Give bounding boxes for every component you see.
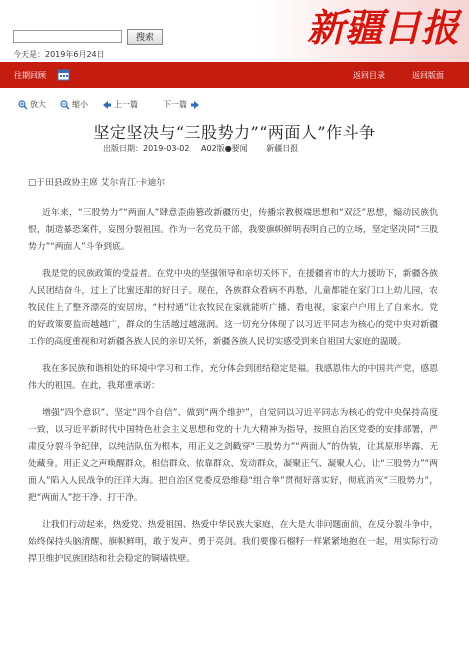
svg-text:新疆日报: 新疆日报 [307, 5, 460, 50]
article-source: 新疆日报 [266, 144, 299, 153]
prev-arrow-icon [102, 100, 112, 110]
back-to-directory-link[interactable]: 返回目录 [353, 71, 385, 80]
article-title: 坚定坚决与“三股势力”“两面人”作斗争 [93, 123, 376, 142]
prev-article-label: 上一篇 [114, 100, 138, 109]
page-section: A02版●要闻 [201, 144, 248, 153]
article-byline: □于田县政协主席 艾尔肯江·卡迪尔 [28, 178, 166, 188]
back-to-layout-link[interactable]: 返回版面 [412, 71, 444, 80]
publish-date: 出版日期：2019-03-02 [103, 144, 190, 153]
article-paragraph: 我是党的民族政策的受益者。在党中央的坚强领导和亲切关怀下，在援疆省市的大力援助下，新疆各族人民团结奋斗，过上了比蜜还甜的好日子。现在，各族群众看病不再愁，儿童都能在家门口上幼儿园，农牧民住上了整齐漂亮的安居房，“村村通”让农牧民在家就能听广播、看电视，家家户户用上了自来水。党的好政策要监而越越广，群众的生活越过越滋润。这一切充分体现了以习近平同志为核心的党中央对新疆工作的高度重视和对新疆各族人民的亲切关怀，新疆各族人民切实感受到来自祖国大家庭的温暖。 [28, 269, 438, 347]
zoom-in-button[interactable] [18, 99, 46, 110]
next-article-label: 下一篇 [163, 100, 187, 109]
calendar-icon[interactable] [57, 68, 70, 81]
zoom-in-label: 放大 [30, 100, 46, 109]
zoom-out-label: 缩小 [72, 100, 88, 109]
article-meta [103, 143, 307, 154]
date-text: 今天是：2019年6月24日 [13, 50, 105, 59]
search-button[interactable]: 搜索 [127, 29, 163, 45]
zoom-in-icon [18, 100, 28, 110]
article-body [28, 175, 438, 578]
article-toolbar [0, 94, 469, 114]
zoom-out-icon [60, 100, 70, 110]
nav-bar [0, 62, 469, 88]
search-input[interactable] [13, 30, 122, 43]
article-paragraph: 我在多民族和谐相处的环境中学习和工作，充分体会到团结稳定是福。我感恩伟大的中国共产党，感恩伟大的祖国。在此，我郑重承诺： [28, 364, 438, 391]
newspaper-logo [303, 1, 463, 51]
prev-article-button[interactable] [102, 99, 138, 110]
article-paragraph: 让我们行动起来，热爱党、热爱祖国、热爱中华民族大家庭，在大是大非问题面前，在反分裂斗争中，始终保持头脑清醒、旗帜鲜明，敢于发声、勇于亮剑。我们要像石榴籽一样紧紧地抱在一起，用实际行动捍卫维护民族团结和社会稳定的铜墙铁壁。 [28, 520, 438, 564]
next-article-button[interactable] [163, 99, 202, 110]
past-issues-link[interactable]: 往期回顾 [14, 71, 46, 80]
zoom-out-button[interactable] [60, 99, 88, 110]
page-header [0, 0, 469, 62]
next-arrow-icon [190, 100, 200, 110]
article-paragraph: 增强“四个意识”、坚定“四个自信”、做到“两个维护”，自觉同以习近平同志为核心的党中央保持高度一致，以习近平新时代中国特色社会主义思想和党的十九大精神为指导，按照自治区党委的安排部署，严肃反分裂斗争纪律，以纯洁队伍为根本，用正义之剑戳穿“三股势力”“两面人”的伪装，让其原形毕露、无处藏身。用正义之声唤醒群众，相信群众、依靠群众、发动群众，凝聚正气、凝聚人心，让“三股势力”“两面人”陷入人民战争的汪洋大海。把自治区党委反恐维稳“组合拳”贯彻好落实好，彻底消灭“三股势力”，把“两面人”挖干净、打干净。 [28, 408, 438, 503]
article-paragraph: 近年来，“三股势力”“两面人”肆意歪曲篡改新疆历史，传播宗教极端思想和“双泛”思想，煽动民族仇恨，制造暴恐案件，妄图分裂祖国。作为一名党员干部，我要旗帜鲜明表明自己的立场，坚定坚决同“三股势力”“两面人”斗争到底。 [28, 208, 438, 252]
